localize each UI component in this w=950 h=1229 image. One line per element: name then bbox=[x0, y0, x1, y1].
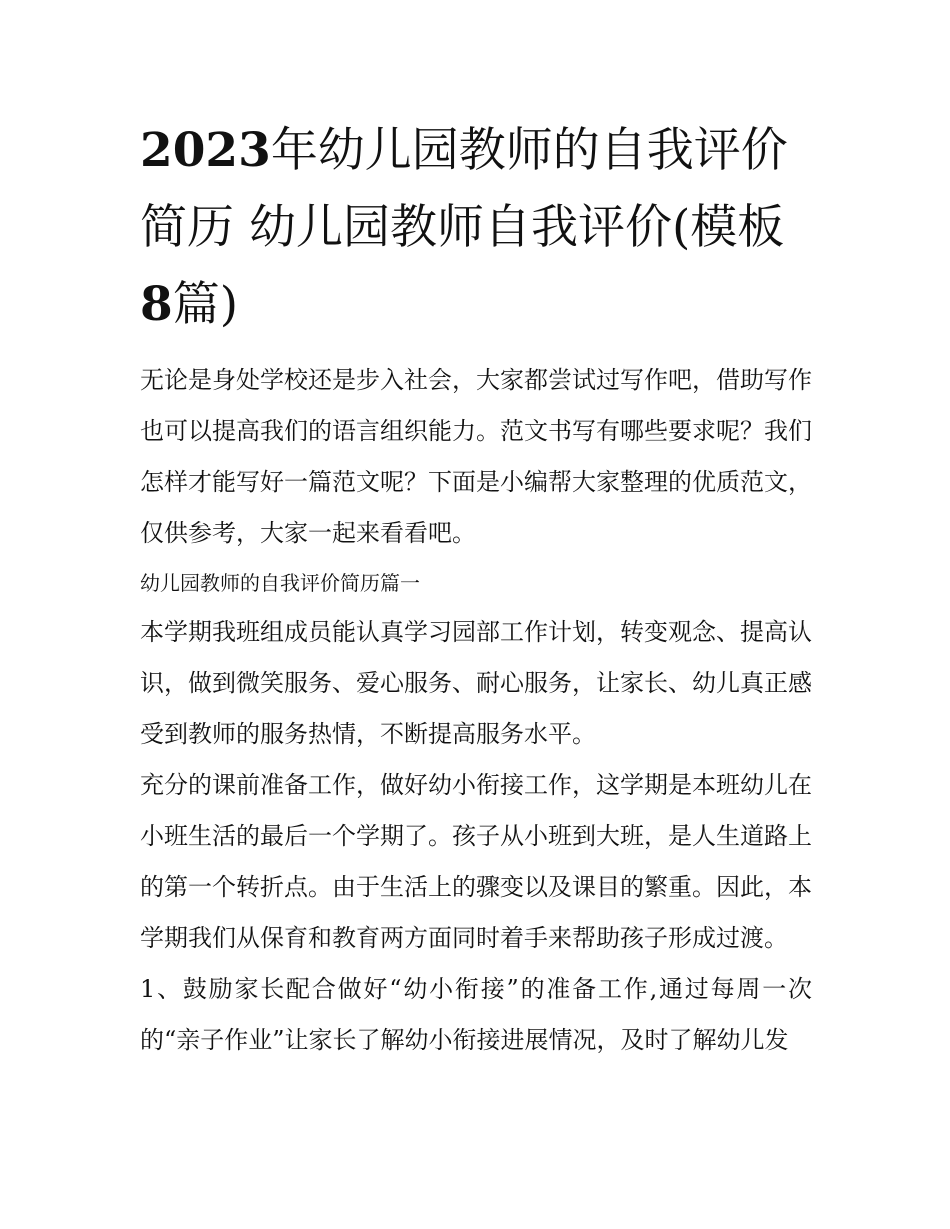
intro-paragraph: 无论是身处学校还是步入社会，大家都尝试过写作吧，借助写作也可以提高我们的语言组织能力。范文书写有哪些要求呢？我们怎样才能写好一篇范文呢？下面是小编帮大家整理的优质范文，仅供参考，大家一起来看看吧。 bbox=[140, 366, 812, 547]
document-page bbox=[140, 112, 812, 1066]
title-text-2: 篇) bbox=[172, 277, 239, 332]
section-heading: 幼儿园教师的自我评价简历篇一 bbox=[140, 571, 420, 595]
document-title bbox=[140, 112, 812, 343]
body-paragraph-1: 本学期我班组成员能认真学习园部工作计划，转变观念、提高认识，做到微笑服务、爱心服务、耐心服务，让家长、幼儿真正感受到教师的服务热情，不断提高服务水平。 bbox=[140, 618, 812, 748]
title-count: 8 bbox=[140, 277, 173, 332]
body-paragraph-3: 1、鼓励家长配合做好“幼小衔接”的准备工作,通过每周一次的“亲子作业”让家长了解幼小衔接进展情况，及时了解幼儿发 bbox=[140, 975, 812, 1054]
body-paragraph-2: 充分的课前准备工作，做好幼小衔接工作，这学期是本班幼儿在小班生活的最后一个学期了。孩子从小班到大班，是人生道路上的第一个转折点。由于生活上的骤变以及课目的繁重。因此，本学期我们从保育和教育两方面同时着手来帮助孩子形成过渡。 bbox=[140, 771, 812, 952]
title-year: 2023 bbox=[140, 123, 271, 178]
title-text-1: 年幼儿园教师的自我评价简历 幼儿园教师自我评价(模板 bbox=[140, 123, 788, 255]
